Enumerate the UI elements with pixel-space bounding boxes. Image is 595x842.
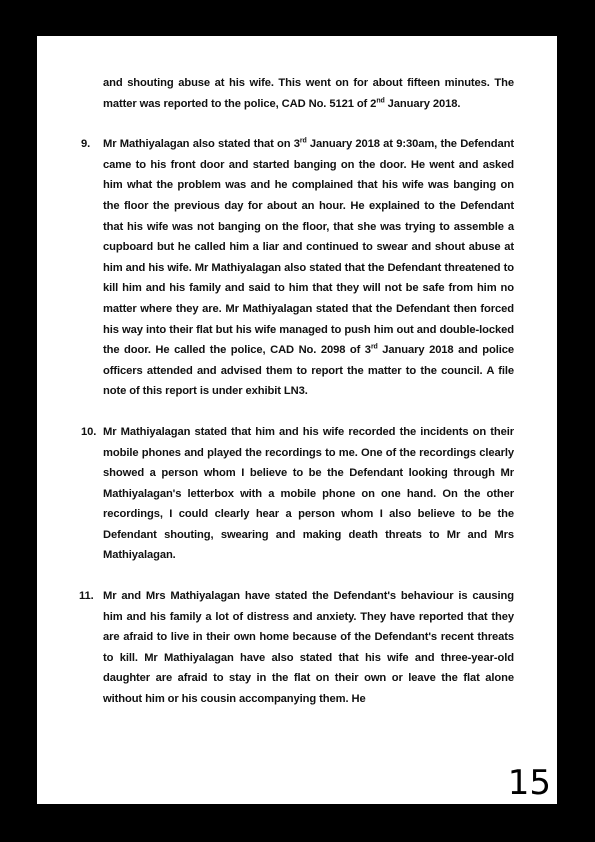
paragraph-number: 11. [79,590,94,603]
paragraph-text: Mr and Mrs Mathiyalagan have stated the Defendant's behaviour is causing him and his family a lot of distress and anxiety. They have reported that they are afraid to live in their own home because of the Defendant's recent threats to kill. Mr Mathiyalagan have also stated that his wife and three-year-old daughter are afraid to stay in the flat on their own or leave the flat alone without him or his cousin accompanying them. He [103,590,514,706]
document-body [79,73,514,710]
paragraph-text: Mr Mathiyalagan stated that him and his wife recorded the incidents on their mobile phones and played the recordings to me. One of the recordings clearly showed a person whom I believe to be the Defendant looking through Mr Mathiyalagan's letterbox with a mobile phone on one hand. On the other recordings, I could clearly hear a person whom I also believe to be the Defendant shouting, swearing and making death threats to Mr and Mrs Mathiyalagan. [103,425,514,562]
paragraph-number: 10. [81,425,97,438]
handwritten-page-number: 15 [507,763,551,803]
document-page [37,36,557,804]
paragraph-9 [81,134,514,402]
paragraph-11 [79,586,514,710]
paragraph-number: 9. [81,138,91,151]
paragraph-text: Mr Mathiyalagan also stated that on 3rd January 2018 at 9:30am, the Defendant came to his front door and started banging on the door. He went and asked him what the problem was and he complained that his wife was banging on the floor the previous day for about an hour. He explained to the Defendant that his wife was not banging on the floor, that she was trying to assemble a cupboard but he called him a liar and continued to swear and shout abuse at him and his wife. Mr Mathiyalagan also stated that the Defendant threatened to kill him and his family and said to him that they will not be safe from him no matter where they are. Mr Mathiyalagan stated that the Defendant then forced his way into their flat but his wife managed to push him out and double-locked the door. He called the police, CAD No. 2098 of 3rd January 2018 and police officers attended and advised them to report the matter to the council. A file note of this report is under exhibit LN3. [103,137,514,398]
paragraph-10 [81,422,514,566]
continued-paragraph: and shouting abuse at his wife. This went on for about fifteen minutes. The matter was reported to the police, CAD No. 5121 of 2nd January 2018. [103,77,514,110]
